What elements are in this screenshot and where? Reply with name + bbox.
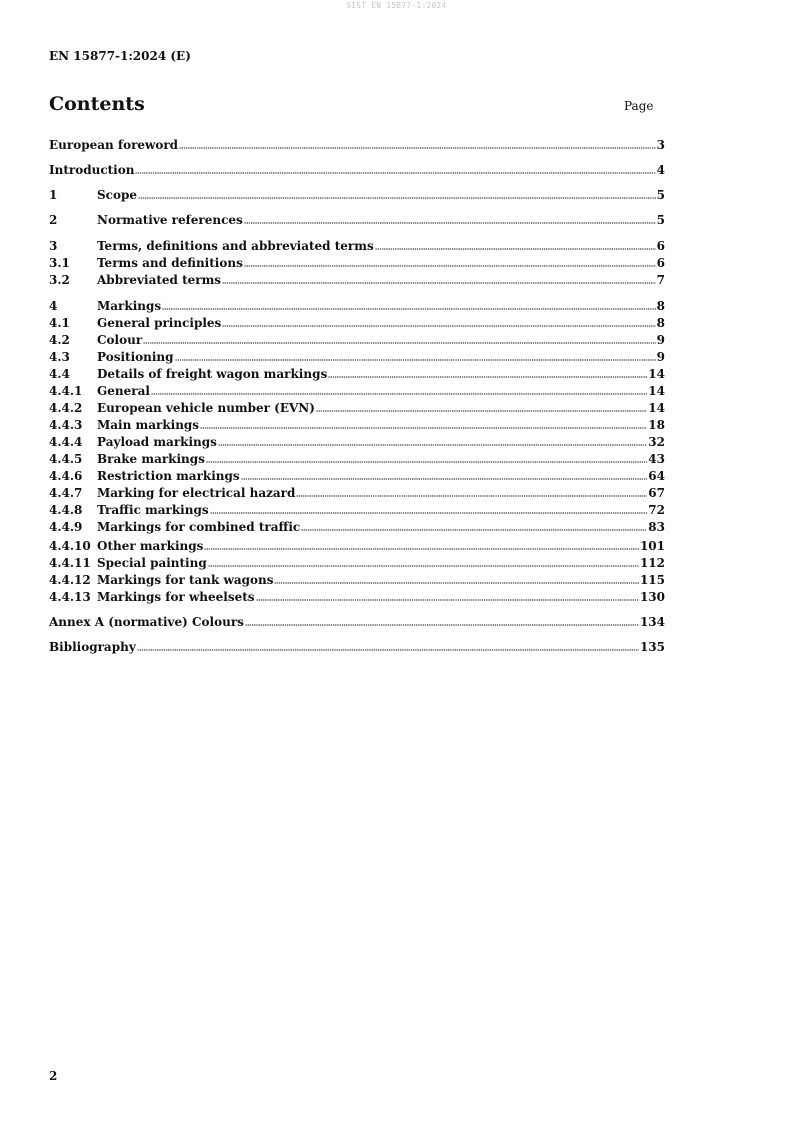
- document-id: EN 15877-1:2024 (E): [49, 49, 191, 63]
- toc-entry[interactable]: [49, 212, 665, 229]
- toc-dot-leader: [256, 598, 639, 602]
- toc-entry-page: 115: [639, 573, 665, 587]
- toc-dot-leader: [137, 648, 639, 652]
- toc-entry-page: 72: [648, 503, 665, 517]
- toc-entry-page: 135: [639, 640, 665, 654]
- toc-dot-leader: [208, 564, 639, 568]
- toc-entry-page: 64: [648, 469, 665, 483]
- toc-entry[interactable]: [49, 468, 665, 485]
- toc-entry-page: 6: [656, 256, 665, 270]
- toc-entry[interactable]: [49, 349, 665, 366]
- toc-dot-leader: [210, 511, 648, 515]
- toc-entry[interactable]: [49, 502, 665, 519]
- toc-dot-leader: [222, 281, 656, 285]
- toc-entry-title: European foreword: [49, 138, 179, 152]
- toc-dot-leader: [206, 460, 647, 464]
- toc-dot-leader: [316, 409, 647, 413]
- toc-entry[interactable]: [49, 187, 665, 204]
- page-title: Contents: [49, 93, 145, 115]
- toc-dot-leader: [162, 307, 656, 311]
- toc-entry-page: 43: [648, 452, 665, 466]
- toc-entry-title: Traffic markings: [97, 503, 209, 517]
- toc-entry-number: 3.2: [49, 273, 70, 287]
- toc-entry-number: 4.4.7: [49, 486, 83, 500]
- toc-entry-title: Bibliography: [49, 640, 136, 654]
- toc-entry[interactable]: [49, 137, 665, 154]
- toc-entry-title: Scope: [97, 188, 138, 202]
- toc-entry-title: Other markings: [97, 539, 204, 553]
- toc-entry-title: Normative references: [97, 213, 243, 227]
- toc-entry-number: 4.4.8: [49, 503, 83, 517]
- toc-entry-number: 4.1: [49, 316, 70, 330]
- toc-dot-leader: [135, 171, 655, 175]
- toc-entry[interactable]: [49, 451, 665, 468]
- toc-entry-number: 1: [49, 188, 58, 202]
- toc-entry-page: 14: [648, 401, 665, 415]
- toc-entry-title: Markings: [97, 299, 162, 313]
- toc-entry-number: 4.4: [49, 367, 70, 381]
- toc-entry-page: 9: [656, 350, 665, 364]
- toc-dot-leader: [138, 196, 656, 200]
- toc-entry-page: 9: [656, 333, 665, 347]
- toc-entry[interactable]: [49, 238, 665, 255]
- toc-entry[interactable]: [49, 162, 665, 179]
- toc-entry-number: 2: [49, 213, 58, 227]
- toc-entry-title: General principles: [97, 316, 222, 330]
- toc-entry[interactable]: [49, 332, 665, 349]
- toc-dot-leader: [328, 375, 647, 379]
- toc-entry[interactable]: [49, 366, 665, 383]
- toc-entry-title: Annex A (normative) Colours: [49, 615, 244, 629]
- toc-entry-number: 3: [49, 239, 58, 253]
- toc-entry-number: 4.3: [49, 350, 70, 364]
- toc-dot-leader: [204, 547, 639, 551]
- toc-entry-title: Markings for wheelsets: [97, 590, 255, 604]
- toc-entry-page: 4: [656, 163, 665, 177]
- toc-dot-leader: [274, 581, 638, 585]
- toc-entry[interactable]: [49, 555, 665, 572]
- toc-entry-page: 18: [648, 418, 665, 432]
- toc-entry-page: 8: [656, 299, 665, 313]
- toc-entry-number: 4.4.4: [49, 435, 83, 449]
- footer-page-number: 2: [49, 1069, 58, 1083]
- toc-entry-title: Main markings: [97, 418, 200, 432]
- toc-entry-number: 4: [49, 299, 58, 313]
- toc-entry-page: 6: [656, 239, 665, 253]
- toc-entry-title: Restriction markings: [97, 469, 240, 483]
- watermark: SIST EN 15877-1:2024: [346, 1, 447, 10]
- toc-entry-number: 3.1: [49, 256, 70, 270]
- toc-dot-leader: [200, 426, 647, 430]
- toc-entry[interactable]: [49, 572, 665, 589]
- toc-dot-leader: [296, 494, 647, 498]
- toc-dot-leader: [222, 324, 655, 328]
- toc-entry-page: 7: [656, 273, 665, 287]
- toc-entry[interactable]: [49, 485, 665, 502]
- toc-entry-number: 4.4.12: [49, 573, 91, 587]
- toc-entry-title: Details of freight wagon markings: [97, 367, 328, 381]
- toc-entry-page: 112: [639, 556, 665, 570]
- toc-entry-title: Markings for combined traffic: [97, 520, 301, 534]
- toc-entry-title: Terms and definitions: [97, 256, 243, 270]
- toc-dot-leader: [179, 146, 656, 150]
- toc-dot-leader: [175, 358, 656, 362]
- toc-entry-page: 32: [648, 435, 665, 449]
- toc-entry-page: 5: [656, 188, 665, 202]
- toc-entry[interactable]: [49, 255, 665, 272]
- toc-entry[interactable]: [49, 519, 665, 536]
- toc-entry[interactable]: [49, 434, 665, 451]
- toc-entry-title: European vehicle number (EVN): [97, 401, 315, 415]
- toc-entry-title: Introduction: [49, 163, 135, 177]
- toc-entry-number: 4.4.1: [49, 384, 83, 398]
- toc-entry-title: Markings for tank wagons: [97, 573, 274, 587]
- toc-entry[interactable]: [49, 639, 665, 656]
- toc-dot-leader: [218, 443, 647, 447]
- toc-dot-leader: [143, 341, 655, 345]
- toc-entry-page: 5: [656, 213, 665, 227]
- toc-entry-number: 4.4.11: [49, 556, 91, 570]
- toc-entry-number: 4.4.9: [49, 520, 83, 534]
- toc-dot-leader: [151, 392, 647, 396]
- toc-dot-leader: [244, 221, 656, 225]
- toc-entry-page: 67: [648, 486, 665, 500]
- toc-entry-page: 8: [656, 316, 665, 330]
- toc-dot-leader: [375, 247, 656, 251]
- toc-entry-title: General: [97, 384, 150, 398]
- toc-entry-page: 134: [639, 615, 665, 629]
- toc-entry[interactable]: [49, 417, 665, 434]
- toc-entry[interactable]: [49, 315, 665, 332]
- toc-entry[interactable]: [49, 272, 665, 289]
- toc-dot-leader: [245, 623, 639, 627]
- toc-entry-title: Colour: [97, 333, 143, 347]
- toc-entry-title: Positioning: [97, 350, 174, 364]
- toc-entry[interactable]: [49, 589, 665, 606]
- toc-entry-title: Marking for electrical hazard: [97, 486, 296, 500]
- toc-entry-number: 4.4.13: [49, 590, 91, 604]
- toc-entry-number: 4.4.5: [49, 452, 83, 466]
- toc-entry-page: 3: [656, 138, 665, 152]
- toc-dot-leader: [301, 528, 647, 532]
- toc-entry-number: 4.4.10: [49, 539, 91, 553]
- toc-entry-number: 4.4.3: [49, 418, 83, 432]
- toc-entry-number: 4.4.2: [49, 401, 83, 415]
- toc-entry-title: Payload markings: [97, 435, 217, 449]
- toc-entry-page: 83: [648, 520, 665, 534]
- toc-entry-page: 101: [639, 539, 665, 553]
- toc-entry[interactable]: [49, 614, 665, 631]
- page-column-label: Page: [624, 99, 654, 113]
- toc-entry-page: 14: [648, 367, 665, 381]
- toc-dot-leader: [241, 477, 648, 481]
- toc-entry[interactable]: [49, 383, 665, 400]
- toc-entry-number: 4.2: [49, 333, 70, 347]
- toc-entry-title: Special painting: [97, 556, 207, 570]
- toc-entry-title: Abbreviated terms: [97, 273, 222, 287]
- toc-dot-leader: [244, 264, 656, 268]
- toc-entry[interactable]: [49, 538, 665, 555]
- toc-entry-title: Brake markings: [97, 452, 205, 466]
- toc-entry-number: 4.4.6: [49, 469, 83, 483]
- toc-entry-title: Terms, definitions and abbreviated terms: [97, 239, 374, 253]
- toc-entry-page: 14: [648, 384, 665, 398]
- toc-entry[interactable]: [49, 298, 665, 315]
- toc-entry-page: 130: [639, 590, 665, 604]
- toc-entry[interactable]: [49, 400, 665, 417]
